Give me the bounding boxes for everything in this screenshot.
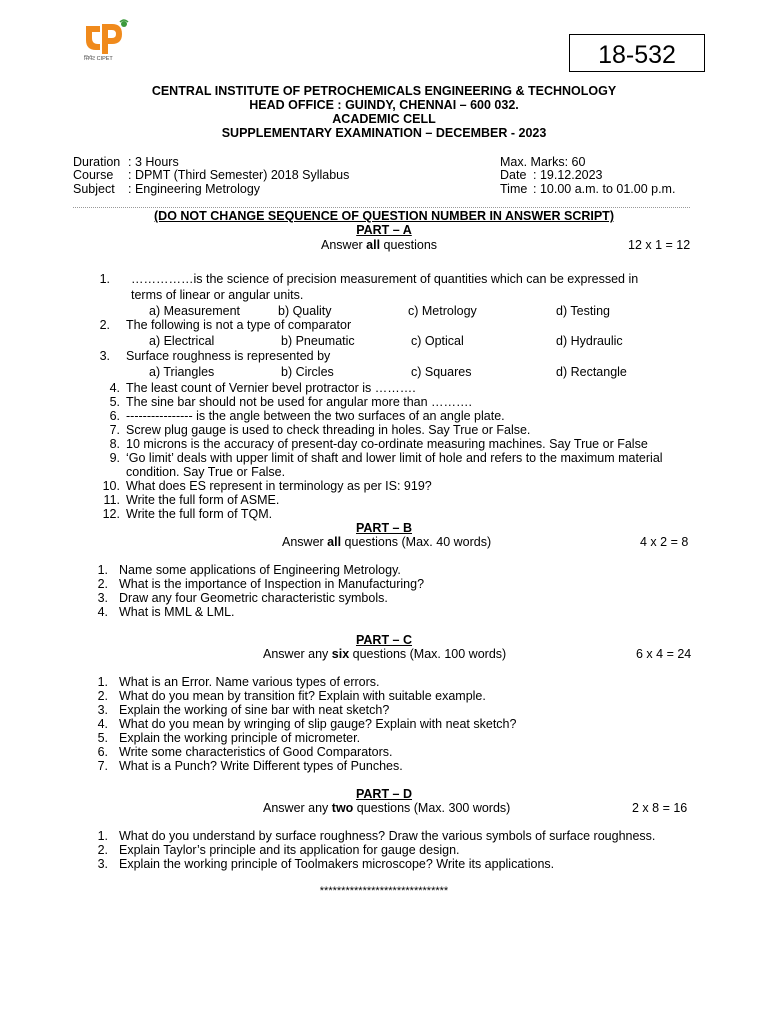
- q-number: 2.: [97, 689, 108, 703]
- part-b-instruction: Answer all questions (Max. 40 words): [282, 535, 492, 549]
- q-number: 2.: [97, 577, 108, 591]
- question-d1: What do you understand by surface roughness? Draw the various symbols of surface roughness.: [119, 829, 656, 843]
- q-number: 3.: [99, 349, 110, 363]
- option: a) Electrical: [149, 334, 215, 348]
- part-d-title: PART – D: [355, 787, 413, 801]
- question-c5: Explain the working principle of micrometer.: [119, 731, 361, 745]
- header-divider: [73, 207, 690, 208]
- q-number: 1.: [99, 272, 110, 286]
- q-number: 5.: [97, 731, 108, 745]
- q-number: 6.: [97, 745, 108, 759]
- q-number: 4.: [109, 381, 120, 395]
- question-c4: What do you mean by wringing of slip gauge? Explain with neat sketch?: [119, 717, 517, 731]
- exam-title: SUPPLEMENTARY EXAMINATION – DECEMBER - 2023: [221, 126, 547, 140]
- q-number: 11.: [103, 493, 120, 507]
- question-b3: Draw any four Geometric characteristic symbols.: [119, 591, 388, 605]
- part-d-instruction: Answer any two questions (Max. 300 words): [263, 801, 511, 815]
- q-number: 4.: [97, 605, 108, 619]
- course-value: : DPMT (Third Semester) 2018 Syllabus: [128, 168, 350, 182]
- paper-code: 18-532: [569, 34, 705, 72]
- option: b) Circles: [281, 365, 334, 379]
- option: b) Quality: [278, 304, 332, 318]
- option: d) Hydraulic: [556, 334, 623, 348]
- date-label: Date: [500, 168, 527, 182]
- max-marks: Max. Marks: 60: [500, 155, 586, 169]
- q-number: 5.: [109, 395, 120, 409]
- option: a) Triangles: [149, 365, 215, 379]
- q-number: 10.: [102, 479, 120, 493]
- question-d2: Explain Taylor’s principle and its application for gauge design.: [119, 843, 460, 857]
- q-number: 3.: [97, 857, 108, 871]
- question-a1: ……………is the science of precision measurement of quantities which can be expressed in: [131, 272, 639, 286]
- question-c1: What is an Error. Name various types of errors.: [119, 675, 380, 689]
- q-number: 7.: [109, 423, 120, 437]
- question-a9-cont: condition. Say True or False.: [126, 465, 286, 479]
- part-c-title: PART – C: [355, 633, 413, 647]
- part-c-instruction: Answer any six questions (Max. 100 words): [263, 647, 507, 661]
- option: d) Rectangle: [556, 365, 627, 379]
- part-a-title: PART – A: [356, 223, 412, 237]
- logo-subtitle: सिपेट CIPET: [84, 56, 113, 62]
- option: c) Squares: [411, 365, 472, 379]
- part-a-marks: 12 x 1 = 12: [628, 238, 691, 252]
- question-c2: What do you mean by transition fit? Explain with suitable example.: [119, 689, 486, 703]
- subject-value: : Engineering Metrology: [128, 182, 261, 196]
- option: a) Measurement: [149, 304, 241, 318]
- part-b-marks: 4 x 2 = 8: [640, 535, 689, 549]
- question-a6: ---------------- is the angle between the two surfaces of an angle plate.: [126, 409, 505, 423]
- q-number: 3.: [97, 591, 108, 605]
- date-value: : 19.12.2023: [533, 168, 603, 182]
- head-office: HEAD OFFICE : GUINDY, CHENNAI – 600 032.: [249, 98, 519, 112]
- q-number: 12.: [102, 507, 120, 521]
- option: c) Optical: [411, 334, 464, 348]
- question-d3: Explain the working principle of Toolmakers microscope? Write its applications.: [119, 857, 555, 871]
- question-a5: The sine bar should not be used for angular more than ……….: [126, 395, 473, 409]
- q-number: 3.: [97, 703, 108, 717]
- question-c3: Explain the working of sine bar with neat sketch?: [119, 703, 390, 717]
- question-b4: What is MML & LML.: [119, 605, 235, 619]
- question-a7: Screw plug gauge is used to check threading in holes. Say True or False.: [126, 423, 531, 437]
- q-number: 4.: [97, 717, 108, 731]
- q-number: 1.: [97, 829, 108, 843]
- question-a3: Surface roughness is represented by: [126, 349, 331, 363]
- question-a10: What does ES represent in terminology as per IS: 919?: [126, 479, 432, 493]
- part-c-marks: 6 x 4 = 24: [636, 647, 692, 661]
- q-number: 7.: [97, 759, 108, 773]
- question-a8: 10 microns is the accuracy of present-day co-ordinate measuring machines. Say True or False: [126, 437, 648, 451]
- notice: (DO NOT CHANGE SEQUENCE OF QUESTION NUMBER IN ANSWER SCRIPT): [154, 209, 614, 223]
- question-b2: What is the importance of Inspection in Manufacturing?: [119, 577, 425, 591]
- q-number: 6.: [109, 409, 120, 423]
- institute-name: CENTRAL INSTITUTE OF PETROCHEMICALS ENGINEERING & TECHNOLOGY: [151, 84, 617, 98]
- academic-cell: ACADEMIC CELL: [332, 112, 436, 126]
- end-marker: ******************************: [319, 885, 449, 897]
- q-number: 9.: [109, 451, 120, 465]
- q-number: 8.: [109, 437, 120, 451]
- part-a-instruction: Answer all questions: [321, 238, 438, 252]
- time-label: Time: [500, 182, 528, 196]
- question-b1: Name some applications of Engineering Metrology.: [119, 563, 401, 577]
- question-a9: ‘Go limit’ deals with upper limit of shaft and lower limit of hole and refers to the maximum material: [126, 451, 663, 465]
- part-d-marks: 2 x 8 = 16: [632, 801, 688, 815]
- time-value: : 10.00 a.m. to 01.00 p.m.: [533, 182, 676, 196]
- question-a2: The following is not a type of comparator: [126, 318, 352, 332]
- question-c7: What is a Punch? Write Different types of Punches.: [119, 759, 403, 773]
- subject-label: Subject: [73, 182, 115, 196]
- duration-value: : 3 Hours: [128, 155, 179, 169]
- question-a12: Write the full form of TQM.: [126, 507, 273, 521]
- q-number: 1.: [97, 675, 108, 689]
- q-number: 1.: [97, 563, 108, 577]
- option: c) Metrology: [408, 304, 477, 318]
- q-number: 2.: [97, 843, 108, 857]
- course-label: Course: [73, 168, 114, 182]
- option: d) Testing: [556, 304, 610, 318]
- q-number: 2.: [99, 318, 110, 332]
- duration-label: Duration: [73, 155, 121, 169]
- question-a4: The least count of Vernier bevel protractor is ……….: [126, 381, 416, 395]
- question-a1-cont: terms of linear or angular units.: [131, 288, 304, 302]
- question-c6: Write some characteristics of Good Comparators.: [119, 745, 393, 759]
- cipet-logo-mark: [80, 18, 132, 58]
- question-a11: Write the full form of ASME.: [126, 493, 280, 507]
- part-b-title: PART – B: [355, 521, 413, 535]
- option: b) Pneumatic: [281, 334, 355, 348]
